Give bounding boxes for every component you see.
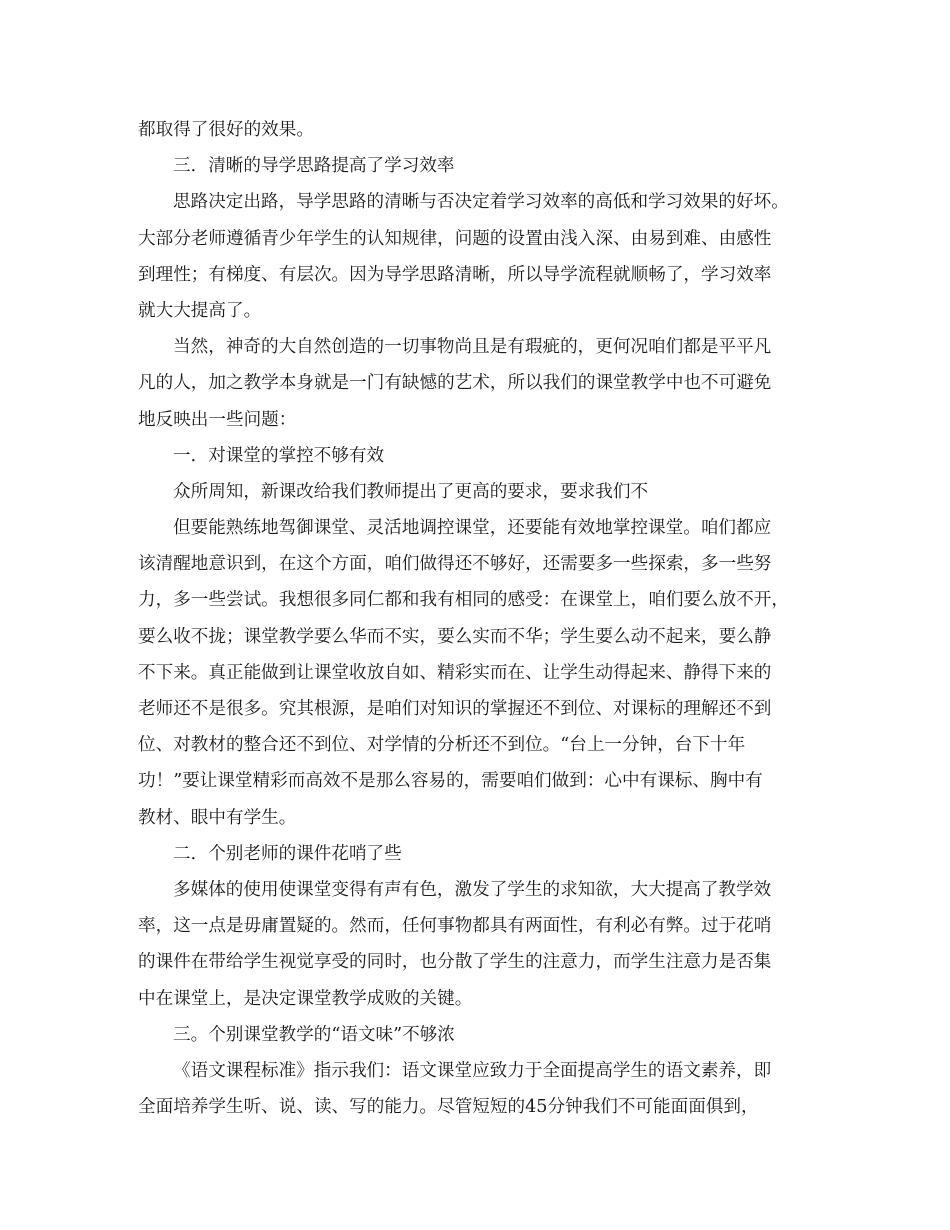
paragraph-line: 都取得了很好的效果。: [138, 120, 314, 140]
paragraph-line-indented: 思路决定出路，导学思路的清晰与否决定着学习效率的高低和学习效果的好坏。: [173, 192, 789, 213]
paragraph-line: 老师还不是很多。究其根源，是咱们对知识的掌握还不到位、对课标的理解还不到: [138, 699, 772, 719]
paragraph-line: 到理性；有梯度、有层次。因为导学思路清晰，所以导学流程就顺畅了，学习效率: [138, 264, 772, 285]
paragraph-line: 教材、眼中有学生。: [138, 807, 297, 828]
paragraph-line: 凡的人，加之教学本身就是一门有缺憾的艺术，所以我们的课堂教学中也不可避免: [138, 373, 772, 394]
paragraph-line: 全面培养学生听、说、读、写的能力。尽管短短的45分钟我们不可能面面俱到，: [138, 1097, 759, 1118]
document-body: [138, 112, 814, 1125]
paragraph-line: 力，多一些尝试。我想很多同仁都和我有相同的感受：在课堂上，咱们要么放不开，: [138, 590, 789, 611]
paragraph-line: 的课件在带给学生视觉享受的同时，也分散了学生的注意力，而学生注意力是否集: [138, 952, 772, 973]
paragraph-line-indented: 三。个别课堂教学的“语文味”不够浓: [173, 1024, 455, 1045]
paragraph-line-indented: 众所周知，新课改给我们教师提出了更高的要求，要求我们不: [173, 481, 649, 502]
paragraph-line: 要么收不拢；课堂教学要么华而不实，要么实而不华；学生要么动不起来，要么静: [138, 626, 772, 647]
paragraph-line-indented: 一．对课堂的掌控不够有效: [173, 445, 385, 466]
paragraph-line: 不下来。真正能做到让课堂收放自如、精彩实而在、让学生动得起来、静得下来的: [138, 662, 772, 683]
paragraph-line: 中在课堂上，是决定课堂教学成败的关键。: [138, 988, 473, 1009]
paragraph-line: 位、对教材的整合还不到位、对学情的分析还不到位。“台上一分钟，台下十年: [138, 735, 746, 756]
paragraph-line: 就大大提高了。: [138, 300, 262, 321]
paragraph-line-indented: 多媒体的使用使课堂变得有声有色，激发了学生的求知欲，大大提高了教学效: [173, 879, 772, 900]
paragraph-line-indented: 但要能熟练地驾御课堂、灵活地调控课堂，还要能有效地掌控课堂。咱们都应: [173, 518, 772, 539]
paragraph-line-indented: 三．清晰的导学思路提高了学习效率: [173, 156, 455, 177]
paragraph-line-indented: 《语文课程标准》指示我们：语文课堂应致力于全面提高学生的语文素养，即: [173, 1060, 772, 1081]
paragraph-line: 大部分老师遵循青少年学生的认知规律，问题的设置由浅入深、由易到难、由感性: [138, 228, 772, 249]
paragraph-line: 该清醒地意识到，在这个方面，咱们做得还不够好，还需要多一些探索，多一些努: [138, 554, 772, 575]
paragraph-line: 功！”要让课堂精彩而高效不是那么容易的，需要咱们做到：心中有课标、胸中有: [138, 771, 763, 792]
paragraph-line: 率，这一点是毋庸置疑的。然而，任何事物都具有两面性，有利必有弊。过于花哨: [138, 916, 772, 937]
paragraph-line-indented: 二．个别老师的课件花哨了些: [173, 843, 402, 864]
paragraph-line: 地反映出一些问题：: [138, 409, 297, 430]
paragraph-line-indented: 当然，神奇的大自然创造的一切事物尚且是有瑕疵的，更何况咱们都是平平凡: [173, 337, 772, 358]
